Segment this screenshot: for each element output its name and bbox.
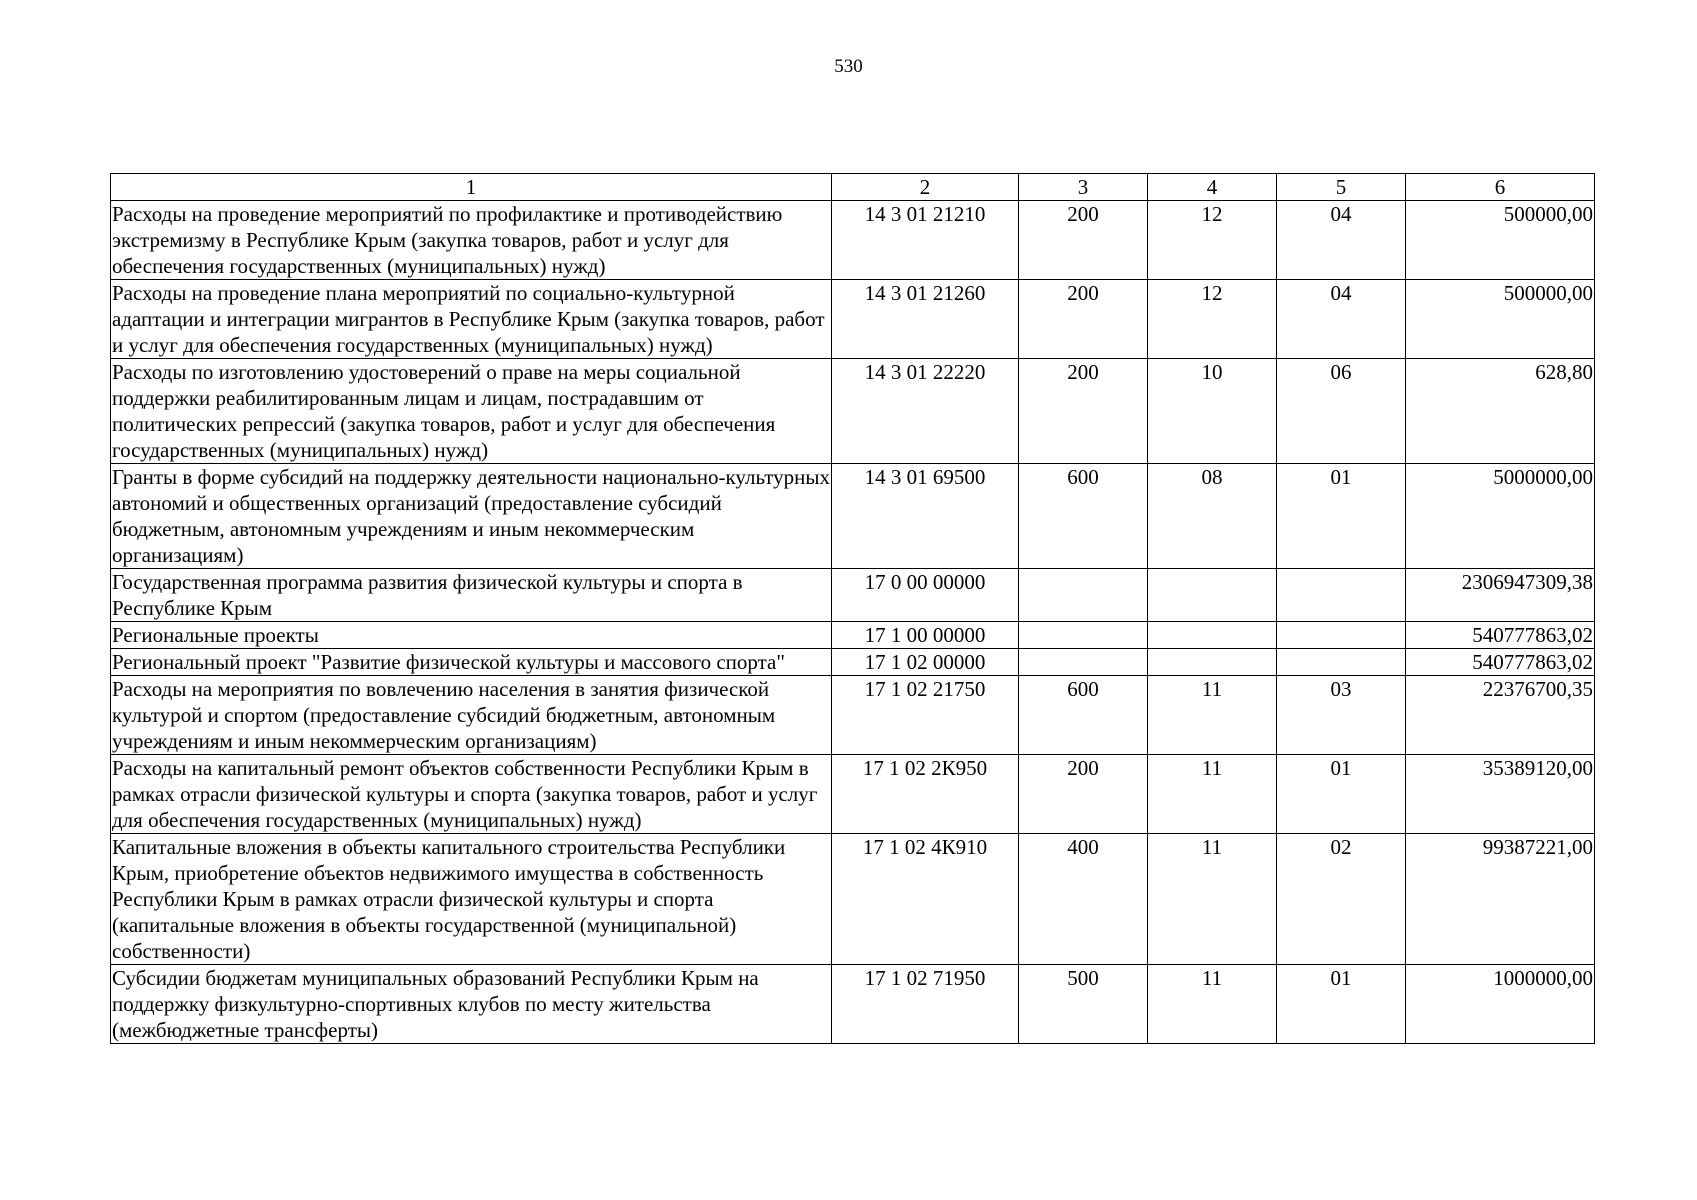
table-row [111, 965, 1595, 1044]
table-body [111, 201, 1595, 1044]
expense-type-cell: 400 [1019, 834, 1148, 965]
amount-cell: 99387221,00 [1406, 834, 1595, 965]
amount-cell: 1000000,00 [1406, 965, 1595, 1044]
expense-name-cell: Расходы на проведение плана мероприятий по социально-культурной адаптации и интеграции мигрантов в Республике Крым (закупка товаров, работ и услуг для обеспечения государственных (муниципальных) нужд) [111, 280, 832, 359]
expense-type-cell: 600 [1019, 464, 1148, 569]
amount-cell: 500000,00 [1406, 201, 1595, 280]
section-cell: 08 [1148, 464, 1277, 569]
amount-cell: 22376700,35 [1406, 676, 1595, 755]
expense-name-cell: Капитальные вложения в объекты капитального строительства Республики Крым, приобретение объектов недвижимого имущества в собственность Республики Крым в рамках отрасли физической культуры и спорта (капитальные вложения в объекты государственной (муниципальной) собственности) [111, 834, 832, 965]
target-code-cell: 14 3 01 22220 [832, 359, 1019, 464]
expense-name-cell: Расходы на мероприятия по вовлечению населения в занятия физической культурой и спортом (предоставление субсидий бюджетным, автономным учреждениям и иным некоммерческим организациям) [111, 676, 832, 755]
table-row [111, 834, 1595, 965]
table-row [111, 359, 1595, 464]
table-row [111, 649, 1595, 676]
target-code-cell: 17 0 00 00000 [832, 569, 1019, 622]
table-row [111, 622, 1595, 649]
column-header-4: 4 [1148, 174, 1277, 201]
expense-name-cell: Гранты в форме субсидий на поддержку деятельности национально-культурных автономий и общественных организаций (предоставление субсидий бюджетным, автономным учреждениям и иным некоммерческим организациям) [112, 465, 830, 567]
subsection-cell [1277, 569, 1406, 622]
subsection-cell: 01 [1277, 755, 1406, 834]
subsection-cell: 06 [1277, 359, 1406, 464]
column-header-6: 6 [1406, 174, 1595, 201]
column-header-1: 1 [111, 174, 832, 201]
subsection-cell: 01 [1277, 464, 1406, 569]
amount-cell: 35389120,00 [1406, 755, 1595, 834]
expense-name-cell: Региональные проекты [111, 622, 832, 649]
expense-name-cell: Расходы на капитальный ремонт объектов собственности Республики Крым в рамках отрасли физической культуры и спорта (закупка товаров, работ и услуг для обеспечения государственных (муниципальных) нужд) [111, 755, 832, 834]
section-cell [1148, 569, 1277, 622]
table-row [111, 569, 1595, 622]
target-code-cell: 17 1 00 00000 [832, 622, 1019, 649]
section-cell: 11 [1148, 834, 1277, 965]
section-cell: 11 [1148, 965, 1277, 1044]
expense-type-cell: 200 [1019, 280, 1148, 359]
amount-cell: 500000,00 [1406, 280, 1595, 359]
target-code-cell: 14 3 01 21210 [832, 201, 1019, 280]
target-code-cell: 14 3 01 21260 [832, 280, 1019, 359]
target-code-cell: 17 1 02 00000 [832, 649, 1019, 676]
page-number: 530 [834, 56, 863, 77]
target-code-cell: 14 3 01 69500 [832, 464, 1019, 569]
amount-cell: 540777863,02 [1406, 649, 1595, 676]
expense-name-cell: Расходы на проведение мероприятий по профилактике и противодействию экстремизму в Республике Крым (закупка товаров, работ и услуг для обеспечения государственных (муниципальных) нужд) [111, 201, 832, 280]
subsection-cell: 01 [1277, 965, 1406, 1044]
table-row [111, 280, 1595, 359]
header-row [111, 174, 1595, 201]
expense-type-cell [1019, 622, 1148, 649]
subsection-cell: 04 [1277, 201, 1406, 280]
target-code-cell: 17 1 02 21750 [832, 676, 1019, 755]
amount-cell: 540777863,02 [1406, 622, 1595, 649]
expense-type-cell: 200 [1019, 201, 1148, 280]
subsection-cell [1277, 649, 1406, 676]
budget-table [110, 173, 1595, 1044]
table-header [111, 174, 1595, 201]
section-cell: 11 [1148, 676, 1277, 755]
expense-name-cell: Государственная программа развития физической культуры и спорта в Республике Крым [111, 569, 832, 622]
section-cell: 12 [1148, 280, 1277, 359]
amount-cell: 5000000,00 [1406, 464, 1595, 569]
amount-cell: 2306947309,38 [1406, 569, 1595, 622]
table-row [111, 464, 1595, 569]
expense-type-cell [1019, 569, 1148, 622]
table-row [111, 201, 1595, 280]
subsection-cell [1277, 622, 1406, 649]
expense-type-cell: 600 [1019, 676, 1148, 755]
target-code-cell: 17 1 02 4К910 [832, 834, 1019, 965]
section-cell: 11 [1148, 755, 1277, 834]
column-header-5: 5 [1277, 174, 1406, 201]
subsection-cell: 02 [1277, 834, 1406, 965]
subsection-cell: 04 [1277, 280, 1406, 359]
section-cell: 10 [1148, 359, 1277, 464]
expense-type-cell: 200 [1019, 359, 1148, 464]
section-cell [1148, 622, 1277, 649]
table-row [111, 755, 1595, 834]
expense-type-cell: 500 [1019, 965, 1148, 1044]
amount-cell: 628,80 [1406, 359, 1595, 464]
section-cell: 12 [1148, 201, 1277, 280]
expense-name-cell: Расходы по изготовлению удостоверений о праве на меры социальной поддержки реабилитированным лицам и лицам, пострадавшим от политических репрессий (закупка товаров, работ и услуг для обеспечения государственных (муниципальных) нужд) [111, 359, 832, 464]
subsection-cell: 03 [1277, 676, 1406, 755]
expense-type-cell [1019, 649, 1148, 676]
expense-name-cell: Субсидии бюджетам муниципальных образований Республики Крым на поддержку физкультурно-спортивных клубов по месту жительства (межбюджетные трансферты) [111, 965, 832, 1044]
column-header-2: 2 [832, 174, 1019, 201]
target-code-cell: 17 1 02 2К950 [832, 755, 1019, 834]
expense-type-cell: 200 [1019, 755, 1148, 834]
column-header-3: 3 [1019, 174, 1148, 201]
target-code-cell: 17 1 02 71950 [832, 965, 1019, 1044]
expense-name-cell: Региональный проект "Развитие физической культуры и массового спорта" [111, 649, 832, 676]
section-cell [1148, 649, 1277, 676]
table-row [111, 676, 1595, 755]
